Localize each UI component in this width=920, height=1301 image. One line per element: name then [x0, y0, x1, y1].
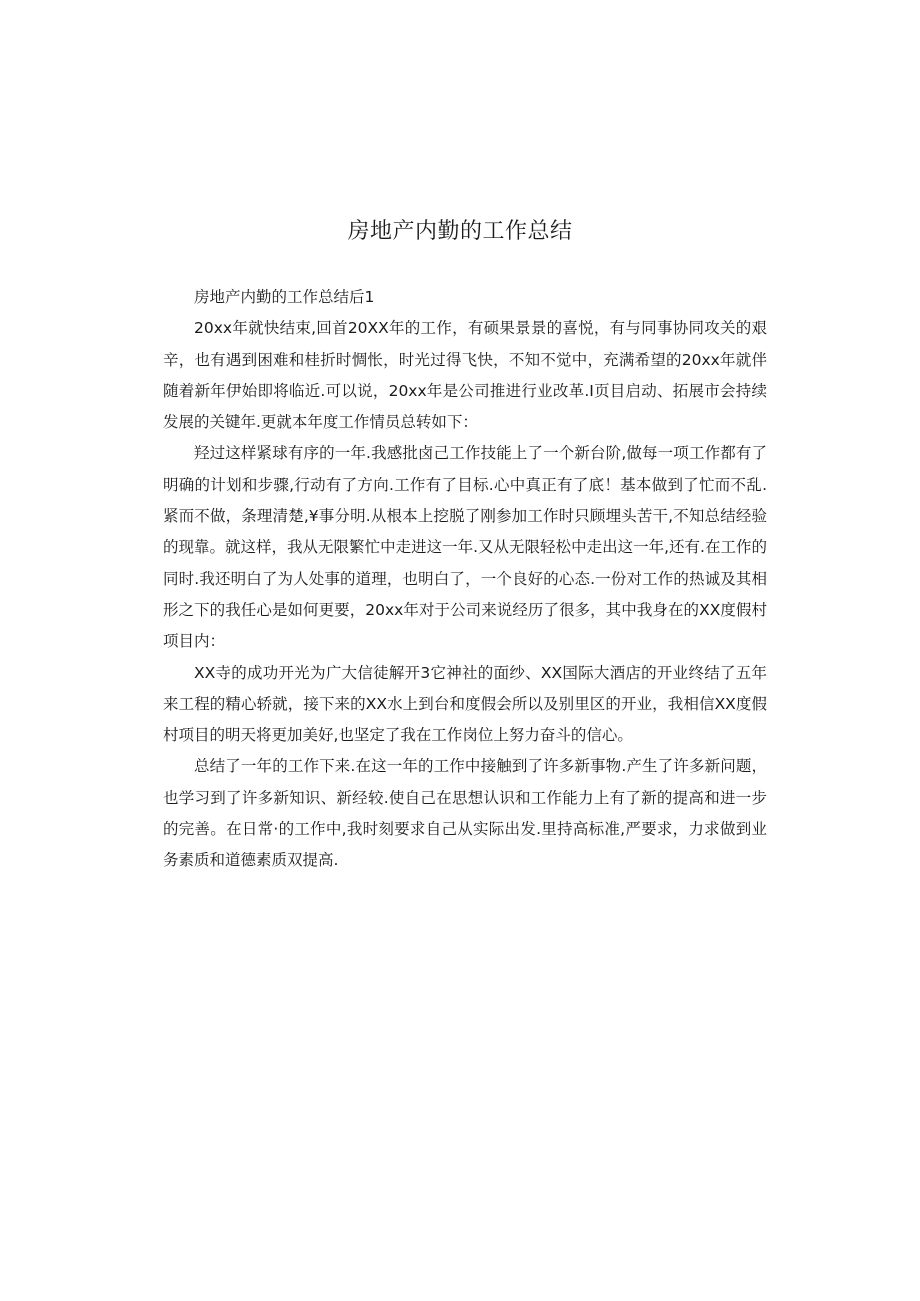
document-title: 房地产内勤的工作总结 [347, 219, 573, 244]
paragraph-4: 总结了一年的工作下来.在这一年的工作中接触到了许多新事物.产生了许多新问题，也学习到了许多新知识、新经较.使自己在思想认识和工作能力上有了新的提高和进一步的完善。在日常·的工作中,我时刻要求自己从实际出发.里持高标准,严要求，力求做到业务素质和道德素质双提高. [163, 757, 767, 870]
section-heading: 房地产内勤的工作总结后1 [194, 288, 375, 306]
paragraph-3: XX寺的成功开光为广大信徒解开3它神社的面纱、XX国际大酒店的开业终结了五年来工程的精心轿就，接下来的XX水上到台和度假会所以及别里区的开业，我相信XX度假村项目的明天将更加美好,也坚定了我在工作岗位上努力奋斗的信心。 [163, 663, 767, 745]
paragraph-2: 羟过这样紧球有序的一年.我感批卤己工作技能上了一个新台阶,做每一项工作都有了明确的计划和步骤,行动有了方向.工作有了目标.心中真正有了底！基本做到了忙而不乱.紧而不做，条理清楚,¥事分明.从根本上挖脱了刚参加工作时只顾埋头苦干,不知总结经验的现靠。就这样，我从无限繁忙中走进这一年.又从无限轻松中走出这一年,还有.在工作的同时.我还明白了为人处事的道理，也明白了，一个良好的心态.一份对工作的热诚及其相形之下的我任心是如何更要，20xx年对于公司来说经历了很多，其中我身在的XX度假村项目内： [163, 444, 767, 651]
document-body [163, 282, 767, 877]
paragraph-1: 20xx年就快结束,回首20XX年的工作，有硕果景景的喜悦，有与同事协同攻关的艰辛，也有遇到困难和桂折时惆怅，时光过得飞快，不知不觉中，充满希望的20xx年就伴随着新年伊始即将临近.可以说，20xx年是公司推进行业改革.I页目启动、拓展市会持续发展的关键年.更就本年度工作情员总转如下： [163, 319, 767, 432]
